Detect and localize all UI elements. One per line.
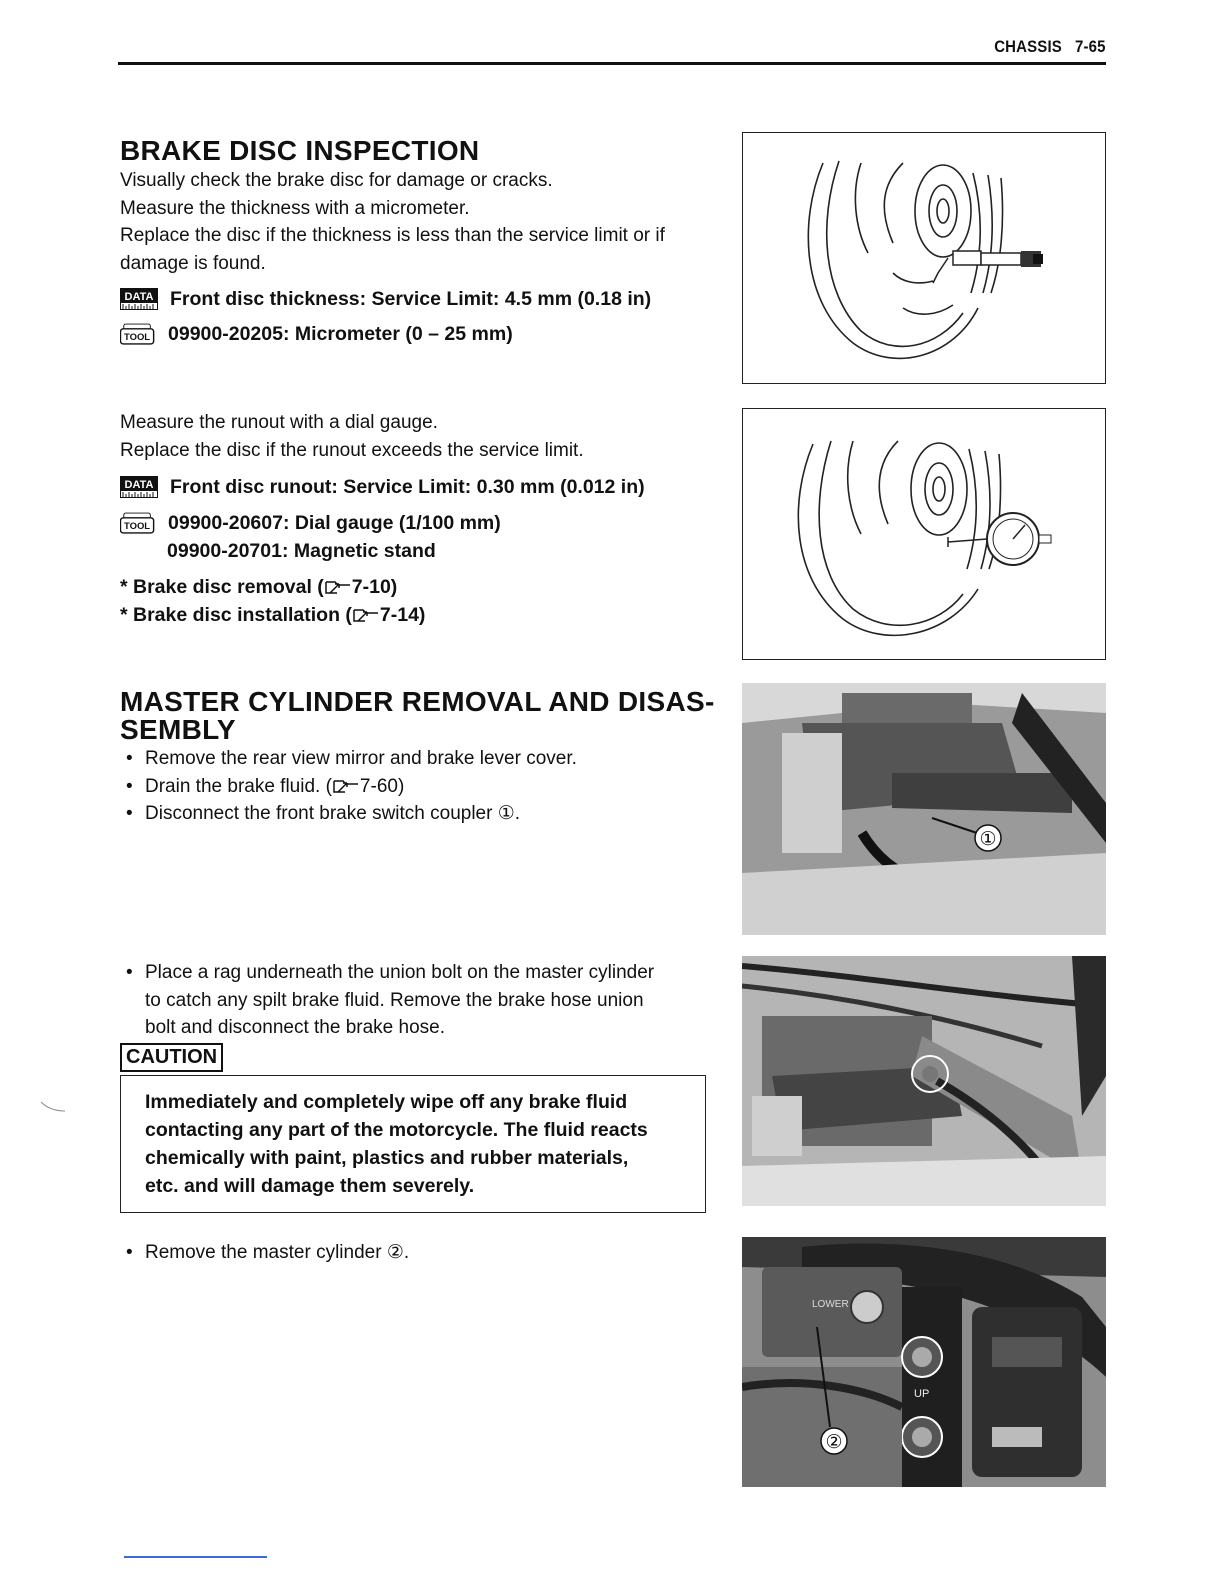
data-icon [120, 288, 158, 310]
figure-micrometer-measurement [742, 132, 1106, 384]
caution-box [120, 1075, 706, 1213]
brake-disc-removal-ref [120, 573, 720, 601]
wheel-micrometer-illustration [743, 133, 1105, 383]
page-reference-icon [352, 607, 380, 623]
master-cylinder-title-line1: MASTER CYLINDER REMOVAL AND DISAS- [120, 686, 715, 717]
list-item: • Drain the brake fluid. ( 7-60) [126, 775, 405, 797]
magnetic-stand-tool-text: 09900-20701: Magnetic stand [167, 540, 436, 562]
data-icon [120, 476, 158, 498]
list-item: • Remove the rear view mirror and brake lever cover. [126, 748, 577, 769]
photo-brake-hose-union-bolt [742, 956, 1106, 1206]
dial-gauge-icon [948, 513, 1051, 565]
thickness-spec [120, 285, 720, 313]
photo-master-cylinder [742, 1237, 1106, 1487]
tool-icon-text: TOOL [123, 332, 151, 344]
figure-dial-gauge-measurement [742, 408, 1106, 660]
caution-label: CAUTION [120, 1043, 223, 1072]
brake-switch-coupler-photo [742, 683, 1106, 935]
drain-ref-page: 7-60) [359, 775, 405, 797]
dial-gauge-tool-spec [120, 509, 720, 537]
tool-icon-text: TOOL [123, 521, 151, 533]
installation-ref-text: * Brake disc installation ( [120, 604, 352, 626]
runout-line: Measure the runout with a dial gauge. [120, 412, 438, 433]
caution-line: chemically with paint, plastics and rubber materials, [145, 1147, 629, 1169]
margin-mark [40, 1100, 66, 1112]
header-rule [118, 62, 1106, 65]
caution-line: Immediately and completely wipe off any brake fluid [145, 1091, 628, 1113]
installation-ref-page: 7-14) [379, 604, 426, 626]
runout-spec-text: Front disc runout: Service Limit: 0.30 mm (0.012 in) [170, 476, 645, 498]
thickness-spec-text: Front disc thickness: Service Limit: 4.5 mm (0.18 in) [170, 288, 652, 310]
data-icon-text: DATA [124, 479, 154, 491]
brake-disc-line: Replace the disc if the thickness is less than the service limit or if [120, 225, 665, 246]
micrometer-tool-text: 09900-20205: Micrometer (0 – 25 mm) [168, 323, 513, 345]
brake-disc-installation-ref [120, 601, 720, 629]
brake-disc-section [120, 137, 720, 348]
runout-section [120, 409, 720, 629]
callout-1-label: ① [979, 828, 997, 850]
caution-line: contacting any part of the motorcycle. The fluid reacts [145, 1119, 648, 1141]
footer-link-rule [124, 1556, 267, 1558]
callout-2-label: ② [825, 1431, 843, 1453]
page-header [995, 37, 1106, 57]
photo-brake-switch-coupler [742, 683, 1106, 935]
master-cylinder-section [120, 688, 720, 828]
master-cylinder-title-line2: SEMBLY [120, 714, 236, 745]
brake-disc-line: Visually check the brake disc for damage or cracks. [120, 170, 553, 191]
brake-disc-line: damage is found. [120, 252, 266, 274]
removal-ref-text: * Brake disc removal ( [120, 576, 324, 598]
page-reference-icon [332, 778, 360, 794]
list-item: • Disconnect the front brake switch coupler ①. [126, 803, 521, 824]
runout-spec [120, 473, 720, 501]
master-cylinder-photo [742, 1237, 1106, 1487]
header-section: CHASSIS [994, 37, 1063, 56]
wheel-dial-gauge-illustration [743, 409, 1105, 659]
removal-ref-page: 7-10) [351, 576, 398, 598]
dial-gauge-tool-text: 09900-20607: Dial gauge (1/100 mm) [168, 512, 501, 534]
photo-label-up: UP [914, 1388, 930, 1400]
remove-master-cylinder-section [120, 1239, 720, 1267]
list-item: • Remove the master cylinder ②. [126, 1242, 410, 1263]
tool-icon [120, 512, 156, 534]
micrometer-tool-spec [120, 320, 720, 348]
data-icon-text: DATA [124, 291, 154, 303]
list-item: • Place a rag underneath the union bolt on the master cylinder to catch any spilt brake fluid. Remove the brake hose union bolt and disconnect the brake hose. [126, 962, 655, 1038]
brake-hose-union-bolt-photo [742, 956, 1106, 1206]
brake-disc-line: Measure the thickness with a micrometer. [120, 197, 470, 219]
brake-disc-title: BRAKE DISC INSPECTION [120, 135, 480, 166]
runout-line: Replace the disc if the runout exceeds the service limit. [120, 439, 584, 461]
union-bolt-section [120, 959, 720, 1042]
tool-icon [120, 323, 156, 345]
header-page-number: 7-65 [1075, 37, 1106, 56]
page-reference-icon [324, 579, 352, 595]
caution-line: etc. and will damage them severely. [145, 1175, 475, 1197]
photo-label-lower: LOWER [812, 1299, 849, 1310]
